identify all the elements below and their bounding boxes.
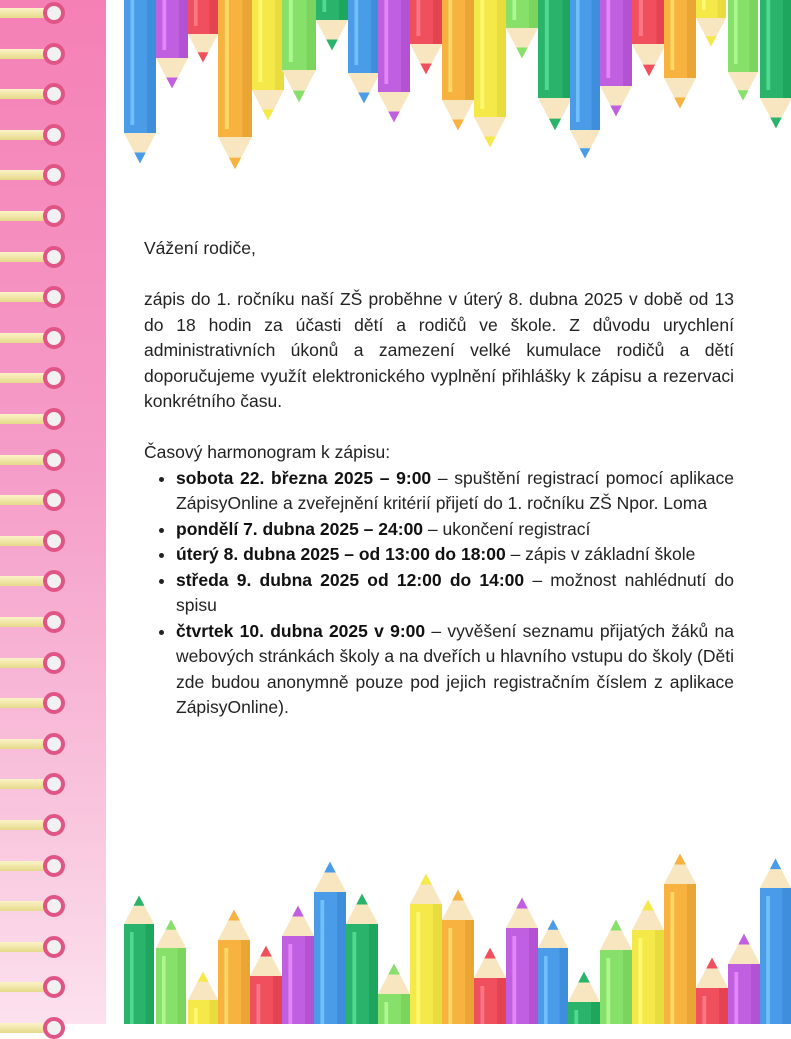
spiral-ring	[0, 895, 66, 917]
pencil	[348, 0, 380, 103]
spiral-ring	[0, 43, 66, 65]
pencil	[664, 0, 696, 108]
spiral-ring	[0, 449, 66, 471]
schedule-date: úterý 8. dubna 2025 – od 13:00 do 18:00	[176, 544, 506, 564]
pencil	[252, 0, 284, 120]
letter-body	[144, 236, 734, 721]
spiral-ring	[0, 489, 66, 511]
pencil	[218, 0, 252, 169]
pencil	[696, 958, 728, 1024]
pencil	[124, 0, 156, 163]
schedule-heading: Časový harmonogram k zápisu:	[144, 442, 391, 462]
spiral-ring	[0, 1017, 66, 1039]
pencil	[760, 859, 791, 1024]
spiral-ring	[0, 367, 66, 389]
spiral-ring	[0, 327, 66, 349]
spiral-ring	[0, 246, 66, 268]
pencil	[282, 0, 316, 102]
schedule-date: pondělí 7. dubna 2025 – 24:00	[176, 518, 424, 539]
pencil	[474, 0, 506, 147]
spiral-ring	[0, 205, 66, 227]
pencil	[316, 0, 348, 50]
greeting: Vážení rodiče,	[144, 238, 256, 258]
schedule-item	[176, 568, 734, 619]
spiral-ring	[0, 530, 66, 552]
spiral-ring	[0, 124, 66, 146]
schedule-item	[176, 466, 734, 517]
schedule-text: – vyvěšení seznamu přijatých žáků na webových stránkách školy a na dveřích u hlavního vstupu do školy (Děti zde budou anonymně pouze pod jejich registračním číslem z aplikace ZápisyOnline).	[176, 620, 734, 717]
pencil	[156, 920, 186, 1025]
spiral-ring	[0, 164, 66, 186]
schedule-text: – ukončení registrací	[423, 518, 591, 539]
schedule-date: sobota 22. března 2025 – 9:00	[176, 467, 432, 488]
pencil	[632, 0, 666, 76]
pencil	[474, 948, 506, 1024]
spiral-ring	[0, 733, 66, 755]
schedule-item	[176, 517, 734, 543]
pencil	[378, 0, 410, 122]
pencil	[506, 898, 538, 1024]
schedule-item	[176, 542, 734, 568]
pencil	[346, 894, 378, 1024]
spiral-ring	[0, 286, 66, 308]
spiral-ring	[0, 692, 66, 714]
schedule-list	[144, 466, 734, 721]
spiral-ring	[0, 814, 66, 836]
schedule-text: – zápis v základní škole	[505, 544, 696, 564]
pencil	[188, 0, 218, 63]
pencil	[410, 874, 442, 1024]
pencil	[188, 972, 218, 1025]
pencil	[728, 0, 758, 101]
spiral-ring	[0, 611, 66, 633]
pencil	[538, 920, 568, 1025]
pencil	[218, 910, 250, 1024]
pencil	[600, 920, 632, 1024]
spiral-ring	[0, 83, 66, 105]
spiral-ring	[0, 855, 66, 877]
schedule-item	[176, 619, 734, 721]
spiral-ring	[0, 408, 66, 430]
schedule-text: – možnost nahlédnutí do spisu	[176, 569, 734, 615]
spiral-ring	[0, 976, 66, 998]
spiral-binding-strip	[0, 0, 106, 1024]
pencil	[250, 946, 282, 1024]
pencil	[632, 900, 664, 1024]
schedule-text: – spuštění registrací pomocí aplikace ZápisyOnline a zveřejnění kritérií přijetí do 1. ročníku ZŠ Npor. Loma	[176, 467, 734, 513]
spiral-ring	[0, 936, 66, 958]
pencil	[378, 964, 410, 1024]
pencil	[156, 0, 188, 88]
schedule-date: středa 9. dubna 2025 od 12:00 do 14:00	[176, 569, 525, 590]
pencil	[568, 972, 600, 1024]
spiral-ring	[0, 2, 66, 24]
pencil	[696, 0, 726, 47]
pencil	[442, 0, 474, 130]
pencil	[600, 0, 632, 116]
pencil	[124, 896, 154, 1025]
pencil	[538, 0, 572, 130]
pencil	[314, 862, 346, 1024]
pencil	[506, 0, 538, 58]
pencil	[664, 854, 696, 1024]
pencil	[442, 890, 474, 1024]
pencil	[410, 0, 442, 74]
pencil	[728, 934, 760, 1024]
spiral-ring	[0, 652, 66, 674]
spiral-ring	[0, 570, 66, 592]
spiral-ring	[0, 773, 66, 795]
pencil	[282, 906, 314, 1024]
schedule-date: čtvrtek 10. dubna 2025 v 9:00	[176, 620, 426, 641]
pencil	[760, 0, 791, 128]
intro-paragraph: zápis do 1. ročníku naší ZŠ proběhne v úterý 8. dubna 2025 v době od 13 do 18 hodin za účasti dětí a rodičů ve škole. Z důvodu urychlení administrativních úkonů a zamezení velké kumulace rodičů a dětí doporučujeme využít elektronického vyplnění přihlášky k zápisu a rezervaci konkrétního času.	[144, 289, 734, 411]
pencil	[570, 0, 600, 159]
